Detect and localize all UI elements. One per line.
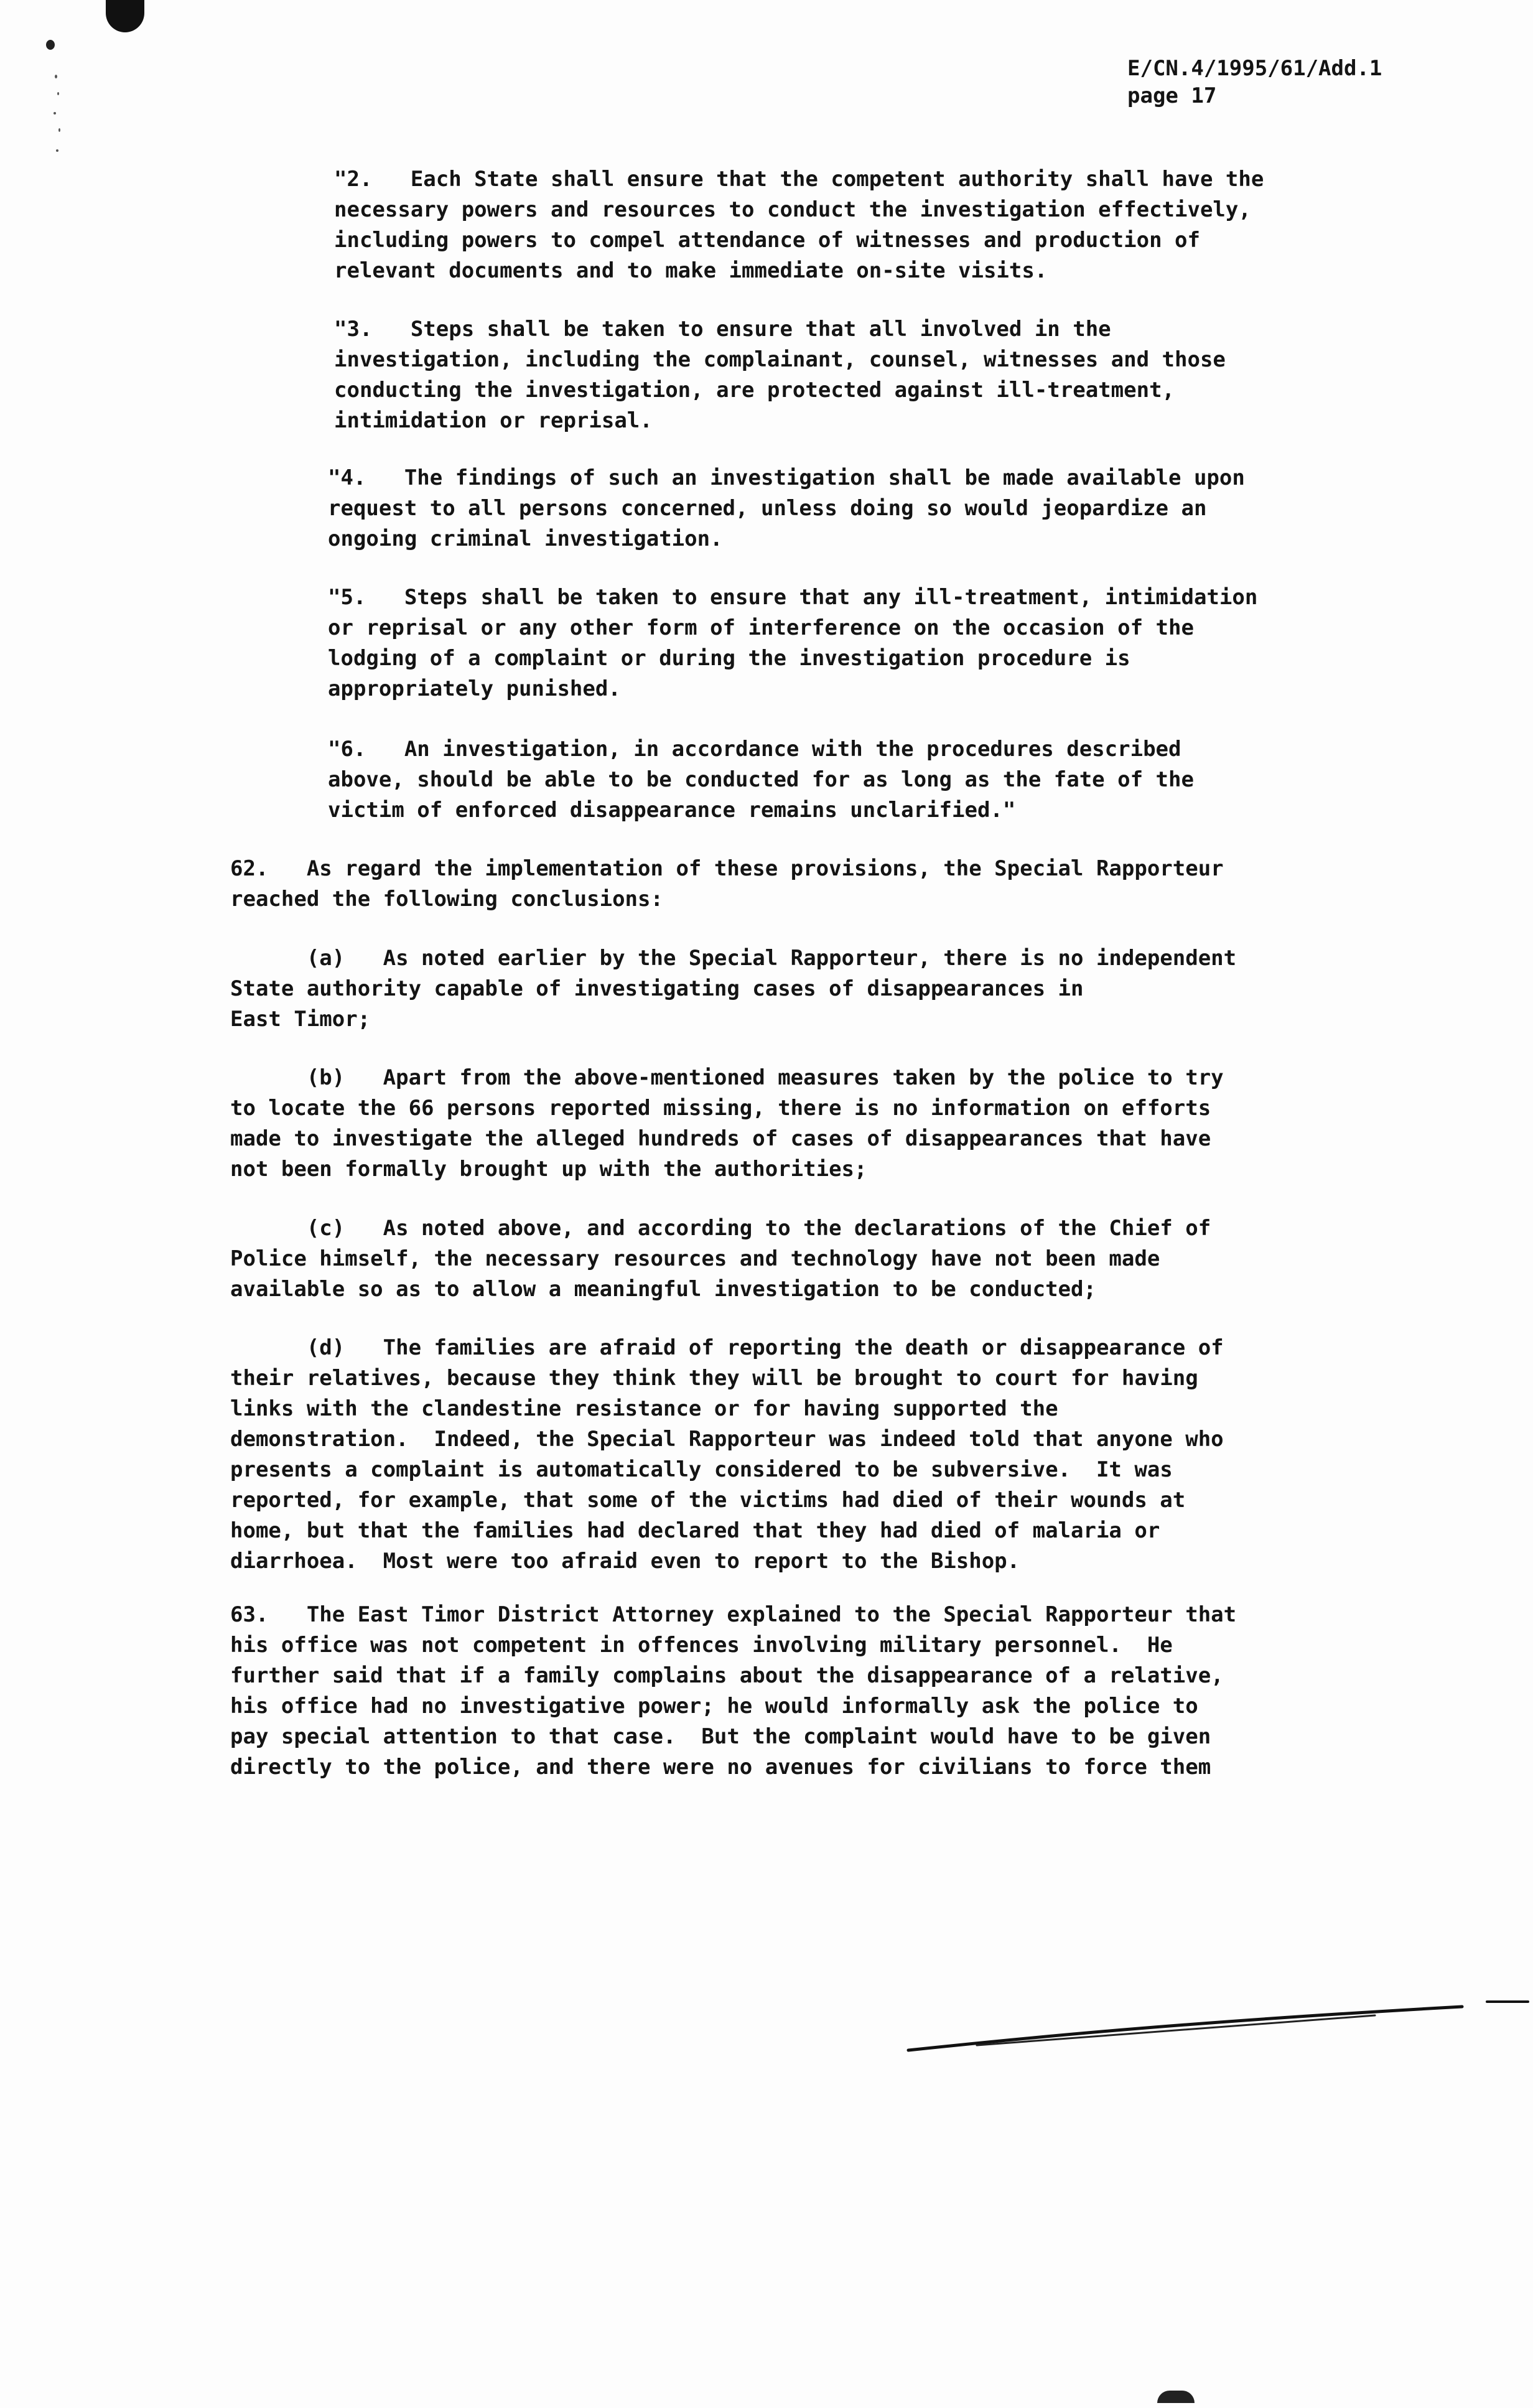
quoted-paragraph-4: "4. The findings of such an investigation shall be made available upon request to all persons concerned, unless doing so would jeopardize an ongoing criminal investigation. — [328, 465, 1245, 551]
quoted-paragraph-2: "2. Each State shall ensure that the competent authority shall have the necessary powers and resources to conduct the investigation effectively, including powers to compel attendance of witnesses and production of relevant documents and to make immediate on-site visits. — [334, 167, 1264, 283]
ink-dot — [46, 40, 55, 50]
quoted-paragraph-3: "3. Steps shall be taken to ensure that all involved in the investigation, including the complainant, counsel, witnesses and those conducting the investigation, are protected against ill-treatment, intimidation or reprisal. — [334, 317, 1226, 433]
signature-stroke — [902, 1988, 1531, 2063]
conclusion-c: (c) As noted above, and according to the declarations of the Chief of Police himself, the necessary resources and technology have not been made available so as to allow a meaningful investigation to be conducted; — [230, 1216, 1211, 1302]
conclusion-d: (d) The families are afraid of reporting the death or disappearance of their relatives, because they think they will be brought to court for having links with the clandestine resistance or for having supported the demonstration. Indeed, the Special Rapporteur was indeed told that anyone who presents a complaint is automatically considered to be subversive. It was reported, for example, that some of the victims had died of their wounds at home, but that the families had declared that they had died of malaria or diarrhoea. Most were too afraid even to report to the Bishop. — [230, 1335, 1224, 1574]
paragraph-63: 63. The East Timor District Attorney explained to the Special Rapporteur that his office was not competent in offences involving military personnel. He further said that if a family complains about the disappearance of a relative, his office had no investigative power; he would informally ask the police to pay special attention to that case. But the complaint would have to be given directly to the police, and there were no avenues for civilians to force them — [230, 1602, 1237, 1780]
conclusion-a: (a) As noted earlier by the Special Rapporteur, there is no independent State authority capable of investigating cases of disappearances in East Timor; — [230, 946, 1237, 1032]
page-number: page 17 — [1127, 83, 1217, 108]
document-symbol-header — [1127, 55, 1382, 110]
conclusion-b: (b) Apart from the above-mentioned measures taken by the police to try to locate the 66 persons reported missing, there is no information on efforts made to investigate the alleged hundreds of cases of disappearances that have not been formally brought up with the authorities; — [230, 1065, 1224, 1182]
paragraph-62: 62. As regard the implementation of these provisions, the Special Rapporteur reached the following conclusions: — [230, 856, 1224, 912]
bottom-ink-mark — [1157, 2391, 1195, 2403]
ink-blot — [106, 0, 144, 32]
quoted-paragraph-5: "5. Steps shall be taken to ensure that any ill-treatment, intimidation or reprisal or any other form of interference on the occasion of the lodging of a complaint or during the investigation procedure is appropriately punished. — [328, 585, 1258, 701]
margin-specks — [52, 68, 77, 174]
quoted-paragraph-6: "6. An investigation, in accordance with the procedures described above, should be able to be conducted for as long as the fate of the victim of enforced disappearance remains unclarified." — [328, 737, 1194, 823]
document-symbol: E/CN.4/1995/61/Add.1 — [1127, 56, 1382, 81]
